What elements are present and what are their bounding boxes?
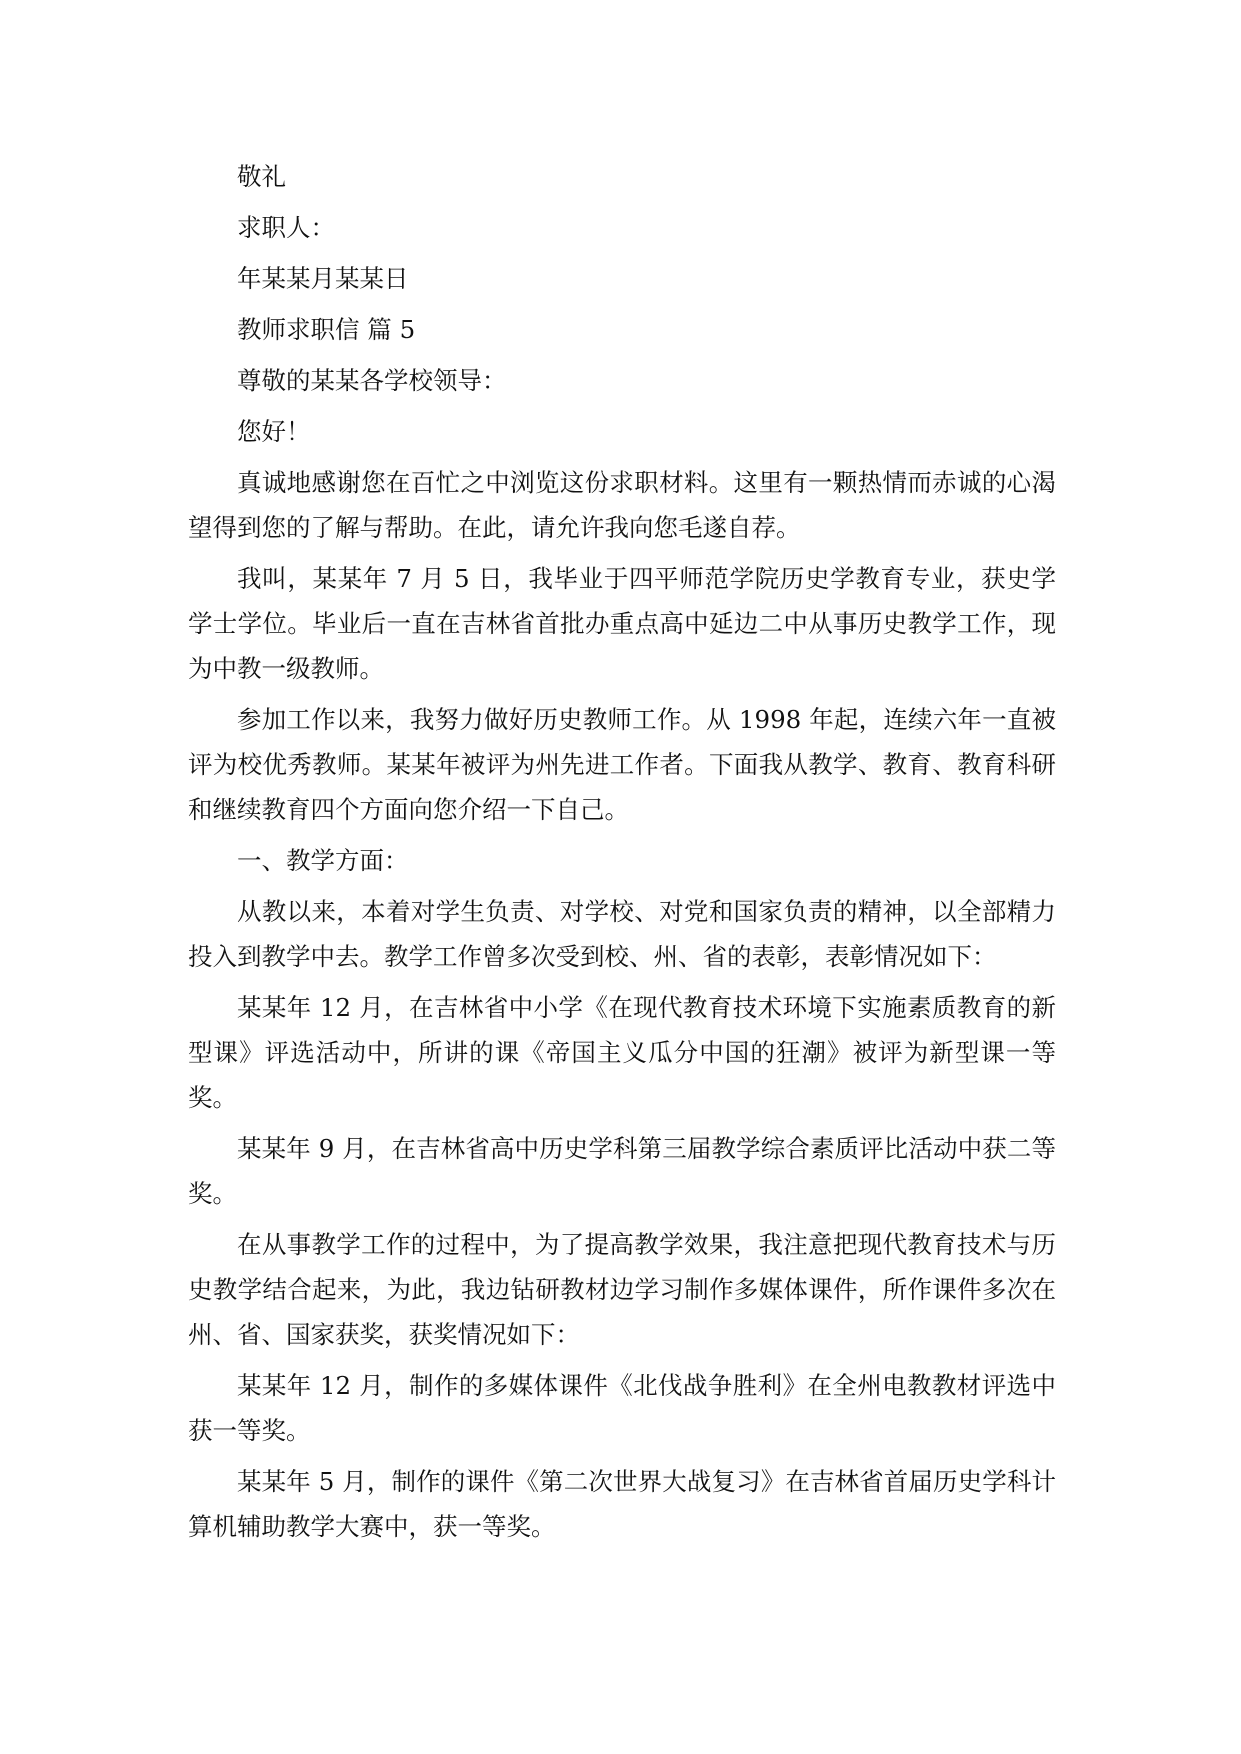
applicant-signature-line: 求职人： <box>237 213 335 242</box>
paragraph-award-courseware-2: 某某年 5 月，制作的课件《第二次世界大战复习》在吉林省首届历史学科计算机辅助教学大赛中，获一等奖。 <box>188 1467 1056 1541</box>
section-heading: 教师求职信 篇 5 <box>237 315 416 344</box>
subsection-heading-teaching: 一、教学方面： <box>237 846 409 875</box>
paragraph-award-new-lesson: 某某年 12 月，在吉林省中小学《在现代教育技术环境下实施素质教育的新型课》评选活动中，所讲的课《帝国主义瓜分中国的狂潮》被评为新型课一等奖。 <box>188 993 1056 1112</box>
paragraph-work-overview: 参加工作以来，我努力做好历史教师工作。从 1998 年起，连续六年一直被评为校优秀教师。某某年被评为州先进工作者。下面我从教学、教育、教育科研和继续教育四个方面向您介绍一下自己。 <box>188 705 1056 824</box>
closing-salutation: 敬礼 <box>237 162 286 191</box>
letter-body <box>188 154 1056 1555</box>
paragraph-teaching-dedication: 从教以来，本着对学生负责、对学校、对党和国家负责的精神，以全部精力投入到教学中去。教学工作曾多次受到校、州、省的表彰，表彰情况如下： <box>188 897 1056 971</box>
addressee-line: 尊敬的某某各学校领导： <box>237 366 507 395</box>
paragraph-multimedia-teaching: 在从事教学工作的过程中，为了提高教学效果，我注意把现代教育技术与历史教学结合起来，为此，我边钻研教材边学习制作多媒体课件，所作课件多次在州、省、国家获奖，获奖情况如下： <box>188 1230 1056 1349</box>
paragraph-background: 我叫，某某年 7 月 5 日，我毕业于四平师范学院历史学教育专业，获史学学士学位。毕业后一直在吉林省首批办重点高中延边二中从事历史教学工作，现为中教一级教师。 <box>188 564 1056 683</box>
paragraph-award-evaluation: 某某年 9 月，在吉林省高中历史学科第三届教学综合素质评比活动中获二等奖。 <box>188 1134 1056 1208</box>
paragraph-award-courseware-1: 某某年 12 月，制作的多媒体课件《北伐战争胜利》在全州电教教材评选中获一等奖。 <box>188 1371 1056 1445</box>
greeting-line: 您好！ <box>237 417 311 446</box>
paragraph-intro: 真诚地感谢您在百忙之中浏览这份求职材料。这里有一颗热情而赤诚的心渴望得到您的了解与帮助。在此，请允许我向您毛遂自荐。 <box>188 468 1056 542</box>
date-line: 年某某月某某日 <box>237 264 409 293</box>
